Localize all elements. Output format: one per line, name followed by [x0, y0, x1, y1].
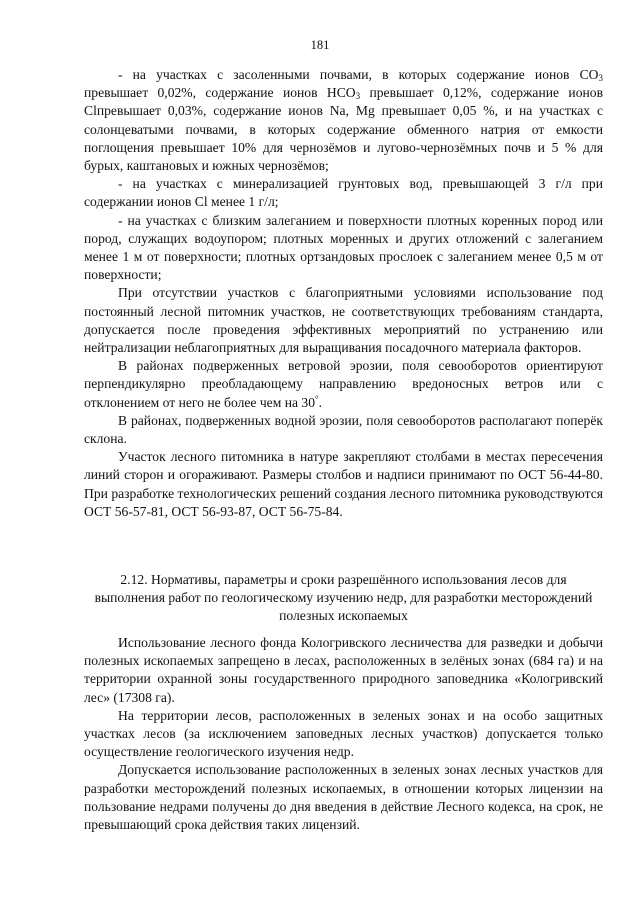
- text-run: превышает 0,12%, содержание ионов Clпревышает 0,03%, содержание ионов Na, Mg превышает 0,05 %, и на участках с солонцеватыми почвами, в которых содержание обменного натрия от емкости поглощения превышает 10% для чернозёмов и лугово-чернозёмных почв и 5 % для бурых, каштановых и южных чернозёмов;: [84, 85, 603, 174]
- text-run: В районах, подверженных водной эрозии, поля севооборотов располагают поперёк склона.: [84, 412, 603, 447]
- paragraph: Использование лесного фонда Кологривского лесничества для разведки и добычи полезных ископаемых запрещено в лесах, расположенных в зелёных зонах (684 га) и на территории охранной зоны государственного природного заповедника «Кологривский лес» (17308 га).: [84, 635, 603, 705]
- page-number: 181: [310, 38, 330, 52]
- text-run: - на участках с засоленными почвами, в которых содержание ионов CO: [118, 67, 599, 82]
- paragraph: [84, 357, 603, 412]
- paragraph: [84, 175, 603, 211]
- section-heading: 2.12. Нормативы, параметры и сроки разрешённого использования лесов для выполнения работ по геологическому изучению недр, для разработки месторождений полезных ископаемых: [94, 572, 593, 624]
- text-run: Участок лесного питомника в натуре закрепляют столбами в местах пересечения линий сторон и огораживают. Размеры столбов и надписи принимают по ОСТ 56-44-80. При разработке технологических решений создания лесного питомника руководствуются ОСТ 56-57-81, ОСТ 56-93-87, ОСТ 56-75-84.: [84, 449, 603, 519]
- paragraph: [84, 412, 603, 448]
- section-requirements-text: [84, 66, 603, 521]
- paragraph: [84, 212, 603, 285]
- paragraph: [84, 66, 603, 175]
- paragraph: [84, 284, 603, 357]
- text-run: - на участках с минерализацией грунтовых вод, превышающей 3 г/л при содержании ионов Cl менее 1 г/л;: [84, 176, 603, 210]
- text-run: - на участках с близким залеганием и поверхности плотных коренных пород или пород, служащих водоупором; плотных моренных и других отложений с залеганием менее 1 м от поверхности; плотных ортзандовых прослоек с залеганием менее 0,5 м от поверхности;: [84, 212, 603, 283]
- text-run: превышает 0,02%, содержание ионов HCO: [84, 85, 356, 101]
- text-run: .: [318, 394, 323, 410]
- paragraph: [84, 448, 603, 521]
- section-geology-text: [84, 634, 603, 834]
- text-run: В районах подверженных ветровой эрозии, поля севооборотов ориентируют перпендикулярно преобладающему направлению вредоносных ветров или с отклонением от него не более чем на 30: [84, 358, 603, 410]
- paragraph: На территории лесов, расположенных в зеленых зонах и на особо защитных участках лесов (за исключением заповедных лесных участков) допускается только осуществление геологического изучения недр.: [84, 707, 603, 760]
- paragraph: Допускается использование расположенных в зеленых зонах лесных участков для разработки месторождений полезных ископаемых, в отношении которых лицензии на пользование недрами получены до дня введения в действие Лесного кодекса, на срок, не превышающий срока действия таких лицензий.: [84, 762, 603, 833]
- subscript: 3: [355, 91, 361, 102]
- superscript: °: [315, 393, 319, 404]
- subscript: 3: [598, 73, 603, 83]
- text-run: При отсутствии участков с благоприятными условиями использование под постоянный лесной питомник участков, не соответствующих требованиям стандарта, допускается после проведения эффективных мероприятий по устранению или нейтрализации неблагоприятных для выращивания посадочного материала факторов.: [84, 285, 603, 356]
